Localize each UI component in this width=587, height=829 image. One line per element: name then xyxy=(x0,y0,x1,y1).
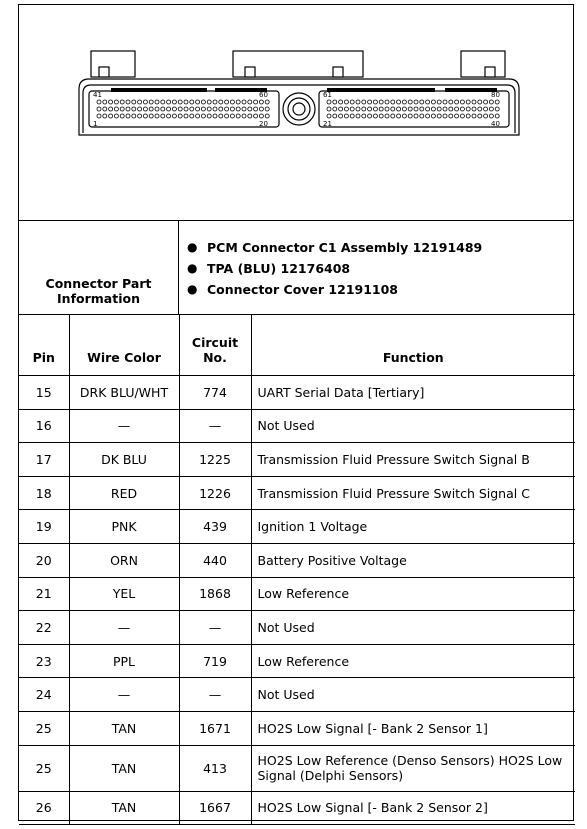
pin-cell: 24 xyxy=(19,678,69,712)
wire-color-cell: DK BLU xyxy=(69,443,179,477)
circuit-cell: 774 xyxy=(179,376,251,410)
function-cell: Low Reference xyxy=(251,644,575,678)
wire-color-cell: RED xyxy=(69,476,179,510)
function-cell: Ignition 1 Voltage xyxy=(251,510,575,544)
wire-color-cell: ORN xyxy=(69,543,179,577)
circuit-cell: 1667 xyxy=(179,791,251,825)
latch-tab-left xyxy=(91,51,135,77)
connector-figure xyxy=(19,5,573,221)
pin-cell: 18 xyxy=(19,476,69,510)
function-cell: Not Used xyxy=(251,678,575,712)
function-cell: Transmission Fluid Pressure Switch Signal B xyxy=(251,443,575,477)
function-cell: UART Serial Data [Tertiary] xyxy=(251,376,575,410)
pin-label: 61 xyxy=(323,91,332,99)
function-cell: HO2S Low Signal [- Bank 2 Sensor 1] xyxy=(251,711,575,745)
wire-color-cell: TAN xyxy=(69,745,179,791)
function-cell: HO2S Low Reference (Denso Sensors) HO2S Low Signal (Delphi Sensors) xyxy=(251,745,575,791)
table-row xyxy=(19,543,575,577)
pin-label: 40 xyxy=(491,120,500,128)
circuit-cell: — xyxy=(179,409,251,443)
connector-part-info-label: Connector Part Information xyxy=(19,221,179,314)
table-row xyxy=(19,443,575,477)
pin-label: 21 xyxy=(323,120,332,128)
circuit-cell: 1868 xyxy=(179,577,251,611)
header-circuit: Circuit No. xyxy=(179,315,251,376)
wire-color-cell: — xyxy=(69,678,179,712)
table-row xyxy=(19,476,575,510)
header-wire-color: Wire Color xyxy=(69,315,179,376)
pin-cell: 21 xyxy=(19,577,69,611)
function-cell: Battery Positive Voltage xyxy=(251,543,575,577)
part-item: ● TPA (BLU) 12176408 xyxy=(207,258,575,279)
function-cell: HO2S Low Signal [- Bank 2 Sensor 2] xyxy=(251,791,575,825)
header-pin: Pin xyxy=(19,315,69,376)
pin-cell: 22 xyxy=(19,611,69,645)
connector-drawing xyxy=(19,5,575,221)
pinout-table xyxy=(19,314,575,825)
bullet-icon: ● xyxy=(187,240,198,254)
wire-color-cell: TAN xyxy=(69,711,179,745)
table-row xyxy=(19,409,575,443)
table-row xyxy=(19,644,575,678)
pin-cell: 23 xyxy=(19,644,69,678)
pin-cell: 25 xyxy=(19,745,69,791)
function-cell: Not Used xyxy=(251,409,575,443)
table-row xyxy=(19,611,575,645)
connector-part-list xyxy=(179,221,575,314)
pin-cell: 19 xyxy=(19,510,69,544)
circuit-cell: 1671 xyxy=(179,711,251,745)
wire-color-cell: PNK xyxy=(69,510,179,544)
circuit-cell: 440 xyxy=(179,543,251,577)
pin-cell: 25 xyxy=(19,711,69,745)
function-cell: Not Used xyxy=(251,611,575,645)
table-row xyxy=(19,711,575,745)
pinout-sheet xyxy=(18,4,574,821)
function-cell: Transmission Fluid Pressure Switch Signal C xyxy=(251,476,575,510)
bullet-icon: ● xyxy=(187,282,198,296)
pin-label: 41 xyxy=(93,91,102,99)
wire-color-cell: YEL xyxy=(69,577,179,611)
part-item: ● PCM Connector C1 Assembly 12191489 xyxy=(207,237,575,258)
header-function: Function xyxy=(251,315,575,376)
pin-label: 20 xyxy=(259,120,268,128)
wire-color-cell: TAN xyxy=(69,791,179,825)
circuit-cell: — xyxy=(179,678,251,712)
wire-color-cell: — xyxy=(69,409,179,443)
table-row xyxy=(19,510,575,544)
part-item: ● Connector Cover 12191108 xyxy=(207,279,575,300)
circuit-cell: 1225 xyxy=(179,443,251,477)
wire-color-cell: PPL xyxy=(69,644,179,678)
table-row xyxy=(19,376,575,410)
latch-tab-right xyxy=(461,51,505,77)
table-row xyxy=(19,791,575,825)
bullet-icon: ● xyxy=(187,261,198,275)
circuit-cell: 719 xyxy=(179,644,251,678)
pin-cell: 26 xyxy=(19,791,69,825)
pin-label: 80 xyxy=(491,91,500,99)
wire-color-cell: — xyxy=(69,611,179,645)
table-row xyxy=(19,577,575,611)
table-row xyxy=(19,678,575,712)
pin-label: 1 xyxy=(93,120,98,128)
pin-label: 60 xyxy=(259,91,268,99)
circuit-cell: — xyxy=(179,611,251,645)
table-header-row xyxy=(19,315,575,376)
table-row xyxy=(19,745,575,791)
function-cell: Low Reference xyxy=(251,577,575,611)
pin-cell: 15 xyxy=(19,376,69,410)
circuit-cell: 413 xyxy=(179,745,251,791)
circuit-cell: 439 xyxy=(179,510,251,544)
wire-color-cell: DRK BLU/WHT xyxy=(69,376,179,410)
pin-cell: 20 xyxy=(19,543,69,577)
pin-cell: 17 xyxy=(19,443,69,477)
pin-cell: 16 xyxy=(19,409,69,443)
circuit-cell: 1226 xyxy=(179,476,251,510)
